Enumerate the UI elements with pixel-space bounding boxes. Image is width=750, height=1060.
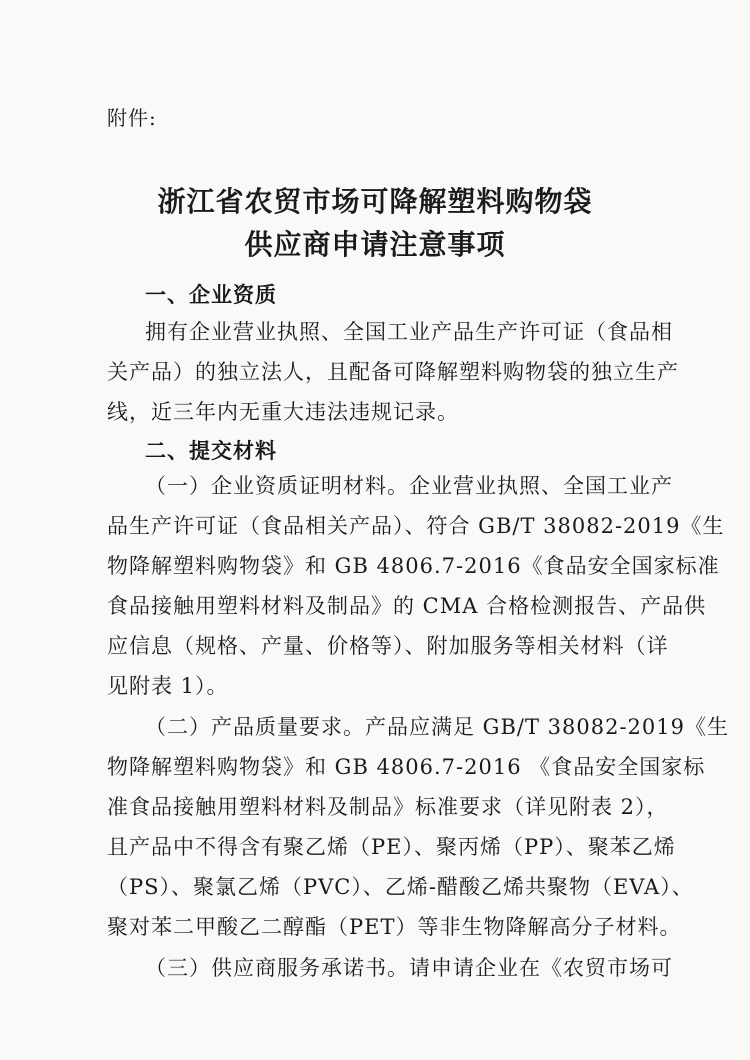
paragraph-line: 品生产许可证（食品相关产品）、符合 GB/T 38082-2019《生 (107, 514, 725, 538)
paragraph-line: 拥有企业营业执照、全国工业产品生产许可证（食品相 (145, 320, 673, 344)
section-heading-materials: 二、提交材料 (145, 438, 277, 463)
paragraph-line: 聚对苯二甲酸乙二醇酯（PET）等非生物降解高分子材料。 (107, 915, 682, 939)
paragraph-line: 物降解塑料购物袋》和 GB 4806.7-2016 《食品安全国家标 (107, 755, 706, 779)
paragraph-line: 物降解塑料购物袋》和 GB 4806.7-2016《食品安全国家标准 (107, 554, 720, 578)
paragraph-line: 准食品接触用塑料材料及制品》标准要求（详见附表 2）， (107, 795, 669, 819)
paragraph-line: 关产品）的独立法人，且配备可降解塑料购物袋的独立生产 (107, 360, 679, 384)
paragraph-line: 线，近三年内无重大违法违规记录。 (107, 400, 459, 424)
document-title-line-1: 浙江省农贸市场可降解塑料购物袋 (157, 185, 593, 218)
paragraph-line: （二）产品质量要求。产品应满足 GB/T 38082-2019《生 (145, 715, 729, 739)
paragraph-line: （一）企业资质证明材料。企业营业执照、全国工业产 (145, 474, 673, 498)
paragraph-line: 食品接触用塑料材料及制品》的 CMA 合格检测报告、产品供 (107, 594, 707, 618)
section-heading-qualification: 一、企业资质 (145, 282, 277, 307)
document-title-line-2: 供应商申请注意事项 (244, 228, 506, 261)
attachment-label: 附件: (107, 106, 157, 130)
paragraph-line: （PS）、聚氯乙烯（PVC）、乙烯-醋酸乙烯共聚物（EVA）、 (107, 875, 694, 899)
paragraph-line: 应信息（规格、产量、价格等）、附加服务等相关材料（详 (107, 634, 669, 658)
paragraph-line: 且产品中不得含有聚乙烯（PE）、聚丙烯（PP）、聚苯乙烯 (107, 835, 676, 859)
paragraph-line: （三）供应商服务承诺书。请申请企业在《农贸市场可 (145, 956, 673, 980)
paragraph-line: 见附表 1）。 (107, 674, 229, 698)
